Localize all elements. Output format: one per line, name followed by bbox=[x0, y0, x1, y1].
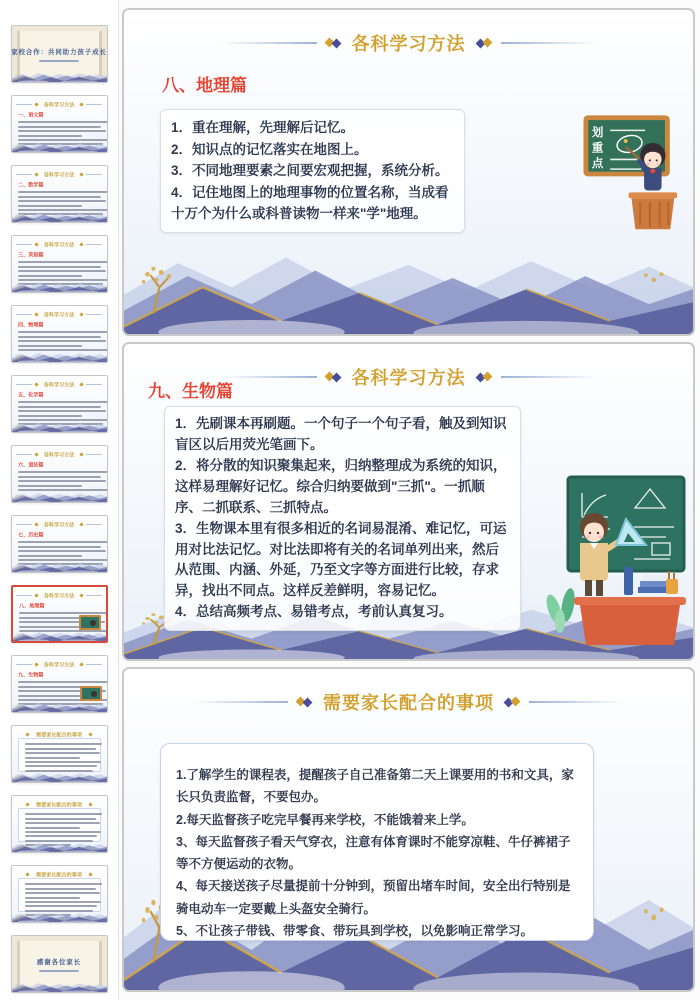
thumb-text-line bbox=[18, 480, 106, 482]
thumb-section-heading: 四、物理篇 bbox=[17, 323, 44, 329]
diamond-icon bbox=[475, 372, 492, 383]
thumb-text-line bbox=[18, 485, 83, 487]
thumb-text-line bbox=[18, 196, 102, 198]
thumb-cover-title: 感谢各位家长 bbox=[36, 956, 82, 966]
list-item: 3．不同地理要素之间要宏观把握，系统分析。 bbox=[171, 163, 449, 179]
section-heading: 八、地理篇 bbox=[162, 76, 247, 95]
thumb-text-line bbox=[18, 205, 83, 207]
thumb-text-line bbox=[18, 555, 83, 557]
list-item: 3、每天监督孩子看天气穿衣，注意有体育课时不能穿凉鞋、牛仔裤裙子等不方便运动的衣物。 bbox=[176, 834, 571, 871]
slide-thumbnail-2[interactable] bbox=[11, 95, 108, 153]
teacher-blackboard-illustration bbox=[583, 114, 680, 234]
thumb-text-line bbox=[18, 126, 102, 128]
mountain-watercolor bbox=[12, 769, 107, 782]
slide-thumbnail-panel bbox=[0, 0, 119, 1000]
thumb-text-line bbox=[18, 410, 106, 412]
slide-page-biology[interactable] bbox=[122, 342, 695, 661]
thumb-text-line bbox=[25, 901, 102, 903]
thumb-text-line bbox=[18, 401, 108, 403]
slide-thumbnail-9[interactable] bbox=[11, 585, 108, 643]
thumb-text-line bbox=[18, 681, 108, 683]
list-item: 4、每天接送孩子尽量提前十分钟到，预留出堵车时间，安全出行特别是骑电动车一定要戴上头盔安全骑行。 bbox=[176, 879, 571, 916]
mountain-watercolor bbox=[12, 839, 107, 852]
thumb-section-heading: 二、数学篇 bbox=[17, 183, 44, 189]
title-divider-line bbox=[221, 376, 317, 378]
thumb-text-line bbox=[18, 345, 83, 347]
thumb-text-line bbox=[18, 550, 106, 552]
thumb-text-line bbox=[25, 822, 100, 824]
thumb-slide-title: 各科学习方法 bbox=[43, 173, 75, 179]
thumb-text-line bbox=[18, 261, 108, 263]
thumb-section-heading: 八、地理篇 bbox=[18, 604, 45, 610]
content-box bbox=[160, 743, 594, 941]
title-divider-line bbox=[501, 42, 597, 44]
thumb-section-heading: 五、化学篇 bbox=[17, 393, 44, 399]
thumb-text-line bbox=[18, 135, 83, 137]
thumb-cover-title: 家校合作：共同助力孩子成长 bbox=[11, 46, 107, 56]
thumb-text-line bbox=[25, 888, 96, 890]
thumb-text-line bbox=[25, 827, 80, 829]
slide-thumbnail-1[interactable] bbox=[11, 25, 108, 83]
list-item: 4．总结高频考点、易错考点，考前认真复习。 bbox=[175, 604, 453, 620]
thumb-section-heading: 七、历史篇 bbox=[17, 533, 44, 539]
thumb-slide-title: 各科学习方法 bbox=[43, 313, 75, 319]
list-item: 2.每天监督孩子吃完早餐再来学校，不能饿着来上学。 bbox=[176, 812, 474, 827]
mountain-watercolor bbox=[12, 349, 107, 362]
title-divider-line bbox=[192, 701, 288, 703]
slide-page-parent-notice[interactable] bbox=[122, 667, 695, 992]
list-item: 5、不让孩子带钱、带零食、带玩具到学校，以免影响正常学习。 bbox=[176, 923, 533, 938]
thumb-title-row bbox=[12, 380, 107, 389]
thumb-text-line bbox=[25, 818, 96, 820]
diamond-icon bbox=[326, 372, 343, 383]
slide-thumbnail-3[interactable] bbox=[11, 165, 108, 223]
thumb-title-row bbox=[12, 170, 107, 179]
slide-title: 各科学习方法 bbox=[351, 368, 466, 389]
thumb-slide-title: 各科学习方法 bbox=[43, 243, 75, 249]
thumb-text-line bbox=[18, 546, 102, 548]
list-item: 3．生物课本里有很多相近的名词易混淆、难记忆，可运用对比法记忆。对比法即将有关的名词单列出来，然后从范围、内涵、外延，乃至文字等方面进行比较，存求异，找出不同点。这样反差鲜明，容易记忆。 bbox=[175, 520, 507, 599]
diamond-icon bbox=[475, 38, 492, 49]
thumb-text-line bbox=[25, 905, 98, 907]
thumb-text-line bbox=[18, 191, 108, 193]
mountain-watercolor bbox=[13, 628, 106, 641]
thumb-text-line bbox=[18, 266, 102, 268]
slide-thumbnail-13[interactable] bbox=[11, 865, 108, 923]
thumb-slide-title: 各科学习方法 bbox=[43, 663, 75, 669]
thumb-cover-subtitle bbox=[39, 970, 79, 972]
thumb-slide-title: 各科学习方法 bbox=[43, 103, 75, 109]
list-item: 2．知识点的记忆落实在地图上。 bbox=[171, 141, 368, 157]
mountain-watercolor bbox=[12, 909, 107, 922]
thumb-text-line bbox=[25, 883, 103, 885]
mountain-watercolor bbox=[124, 222, 693, 334]
thumb-text-line bbox=[18, 152, 73, 153]
mountain-watercolor bbox=[12, 699, 107, 712]
thumb-text-line bbox=[18, 331, 108, 333]
diamond-icon bbox=[297, 697, 314, 708]
thumb-text-line bbox=[25, 757, 80, 759]
thumb-text-line bbox=[18, 406, 102, 408]
list-item: 2．将分散的知识聚集起来，归纳整理成为系统的知识，这样易理解好记忆。综合归纳要做到"三抓"。一抓顺序、二抓联系、三抓特点。 bbox=[175, 457, 507, 515]
thumb-text-line bbox=[18, 695, 83, 697]
thumb-section-heading: 三、英语篇 bbox=[17, 253, 44, 259]
thumb-content-box bbox=[18, 738, 101, 772]
thumb-text-line bbox=[18, 200, 106, 202]
slide-thumbnail-8[interactable] bbox=[11, 515, 108, 573]
slide-page-geography[interactable] bbox=[122, 8, 695, 336]
mountain-watercolor bbox=[12, 209, 107, 222]
slide-thumbnail-11[interactable] bbox=[11, 725, 108, 783]
thumb-text-line bbox=[25, 748, 96, 750]
thumb-text-line bbox=[25, 761, 102, 763]
slide-thumbnail-14[interactable] bbox=[11, 935, 108, 993]
slide-title-row bbox=[124, 30, 693, 56]
mountain-watercolor bbox=[12, 419, 107, 432]
mountain-watercolor bbox=[12, 489, 107, 502]
thumb-text-line bbox=[18, 275, 83, 277]
thumb-text-line bbox=[18, 121, 108, 123]
thumb-title-row bbox=[12, 310, 107, 319]
thumb-text-line bbox=[25, 743, 103, 745]
mountain-watercolor bbox=[12, 139, 107, 152]
slide-thumbnail-7[interactable] bbox=[11, 445, 108, 503]
thumb-text-line bbox=[25, 765, 98, 767]
thumb-slide-title: 各科学习方法 bbox=[43, 594, 75, 600]
thumb-text-line bbox=[18, 130, 106, 132]
thumb-text-line bbox=[25, 835, 98, 837]
slide-thumbnail-12[interactable] bbox=[11, 795, 108, 853]
thumb-slide-title: 需要家长配合的事项 bbox=[36, 873, 82, 879]
slide-view-area bbox=[119, 0, 700, 1000]
title-divider-line bbox=[221, 42, 317, 44]
thumb-text-line bbox=[18, 471, 108, 473]
mountain-watercolor bbox=[12, 279, 107, 292]
slide-thumbnail-5[interactable] bbox=[11, 305, 108, 363]
thumb-slide-title: 需要家长配合的事项 bbox=[36, 803, 82, 809]
list-item: 1．重在理解，先理解后记忆。 bbox=[171, 120, 355, 135]
thumb-text-line bbox=[18, 270, 106, 272]
thumb-title-row bbox=[13, 591, 106, 600]
thumb-cover-subtitle bbox=[39, 60, 79, 62]
teacher-blackboard-illustration bbox=[538, 475, 688, 647]
slide-thumbnail-4[interactable] bbox=[11, 235, 108, 293]
thumb-title-row bbox=[12, 240, 107, 249]
thumb-slide-title: 需要家长配合的事项 bbox=[36, 733, 82, 739]
thumb-content-box bbox=[18, 808, 101, 842]
thumb-text-line bbox=[25, 813, 103, 815]
thumb-text-line bbox=[25, 752, 100, 754]
thumb-title-row bbox=[12, 520, 107, 529]
list-item: 1.了解学生的课程表，提醒孩子自己准备第二天上课要用的书和文具，家长只负责监督，不要包办。 bbox=[176, 768, 574, 805]
thumb-section-heading: 六、道法篇 bbox=[17, 463, 44, 469]
mountain-watercolor bbox=[12, 979, 107, 992]
thumb-text-line bbox=[18, 476, 102, 478]
mountain-watercolor bbox=[12, 69, 107, 82]
thumb-text-line bbox=[25, 897, 80, 899]
list-item: 1．先刷课本再刷题。一个句子一个句子看，触及到知识盲区以后用荧光笔画下。 bbox=[175, 416, 507, 452]
thumb-text-line bbox=[18, 541, 108, 543]
slide-title-row bbox=[124, 689, 693, 715]
thumb-text-line bbox=[25, 831, 102, 833]
title-divider-line bbox=[529, 701, 625, 703]
thumb-text-line bbox=[25, 892, 100, 894]
thumb-slide-title: 各科学习方法 bbox=[43, 383, 75, 389]
thumb-text-line bbox=[18, 415, 83, 417]
content-box bbox=[164, 406, 521, 631]
thumb-text-line bbox=[18, 336, 102, 338]
thumb-title-row bbox=[12, 100, 107, 109]
thumb-section-heading: 一、语文篇 bbox=[17, 113, 44, 119]
slide-title: 各科学习方法 bbox=[351, 34, 466, 55]
thumb-section-heading: 九、生物篇 bbox=[17, 673, 44, 679]
thumb-content-box bbox=[18, 878, 101, 912]
mountain-watercolor bbox=[12, 559, 107, 572]
thumb-title-row bbox=[12, 660, 107, 669]
thumb-slide-title: 各科学习方法 bbox=[43, 453, 75, 459]
thumb-slide-title: 各科学习方法 bbox=[43, 523, 75, 529]
thumb-title-row bbox=[12, 450, 107, 459]
list-item: 4．记住地图上的地理事物的位置名称，当成看十万个为什么或科普读物一样来"学"地理。 bbox=[171, 184, 449, 222]
diamond-icon bbox=[503, 697, 520, 708]
slide-title: 需要家长配合的事项 bbox=[323, 693, 494, 714]
slide-thumbnail-6[interactable] bbox=[11, 375, 108, 433]
thumb-text-line bbox=[18, 340, 106, 342]
thumb-text-line bbox=[18, 222, 73, 223]
title-divider-line bbox=[501, 376, 597, 378]
diamond-icon bbox=[326, 38, 343, 49]
content-box bbox=[160, 109, 465, 233]
slide-thumbnail-10[interactable] bbox=[11, 655, 108, 713]
section-heading: 九、生物篇 bbox=[148, 382, 233, 401]
